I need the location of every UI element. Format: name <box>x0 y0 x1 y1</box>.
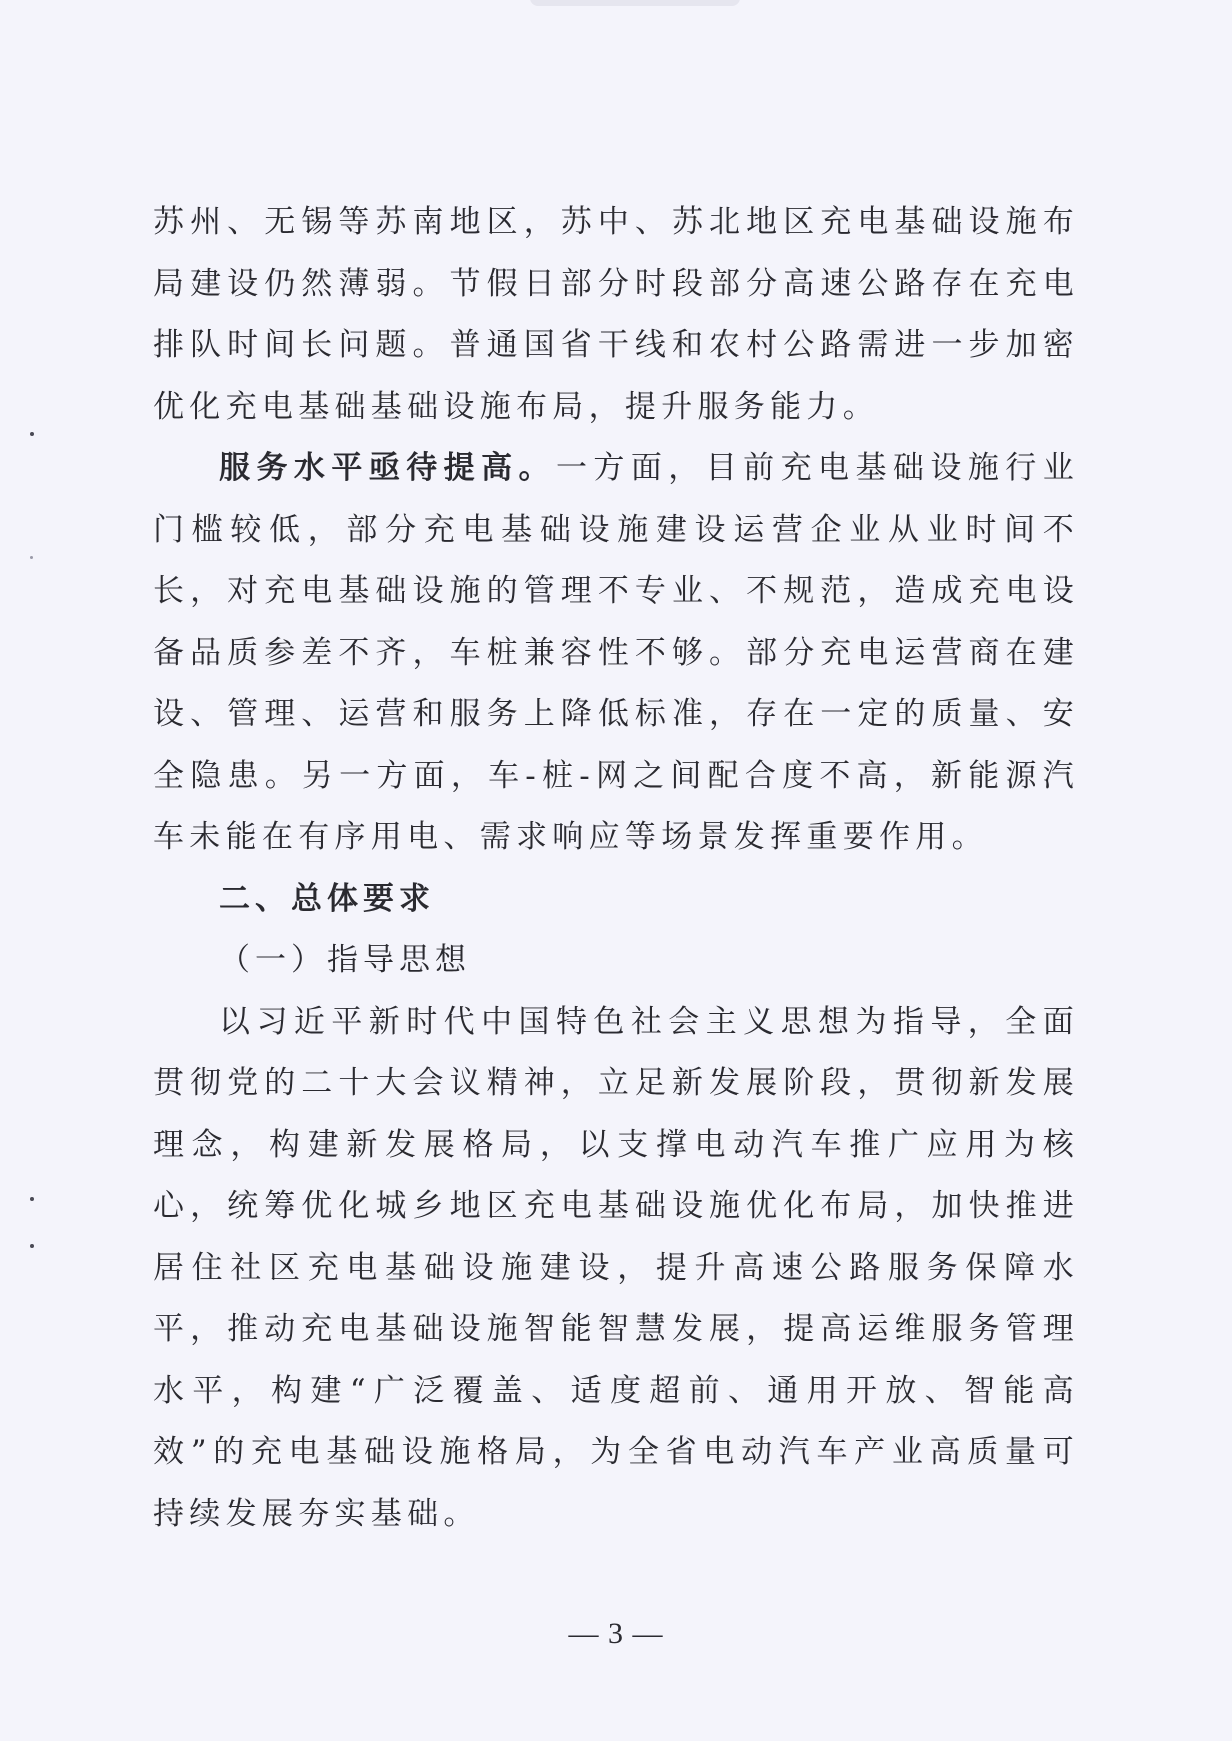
paragraph-service-level <box>153 438 1079 869</box>
margin-mark <box>30 1244 34 1248</box>
margin-mark <box>30 432 34 436</box>
margin-mark <box>30 1197 34 1201</box>
scan-artifact <box>530 0 740 6</box>
section-heading: 二、总体要求 <box>219 880 435 917</box>
body-text <box>153 192 1079 1545</box>
paragraph-guiding-thought: 以习近平新时代中国特色社会主义思想为指导，全面贯彻党的二十大会议精神，立足新发展阶段，贯彻新发展理念，构建新发展格局，以支撑电动汽车推广应用为核心，统筹优化城乡地区充电基础设施优化布局，加快推进居住社区充电基础设施建设，提升高速公路服务保障水平，推动充电基础设施智能智慧发展，提高运维服务管理水平，构建“广泛覆盖、适度超前、通用开放、智能高效”的充电基础设施格局，为全省电动汽车产业高质量可持续发展夯实基础。 <box>153 1003 1079 1532</box>
margin-mark <box>30 556 33 559</box>
subsection-heading: （一）指导思想 <box>219 942 471 978</box>
page-number: — 3 — <box>568 1617 664 1650</box>
paragraph-body: 一方面，目前充电基础设施行业门槛较低，部分充电基础设施建设运营企业从业时间不长，对充电基础设施的管理不专业、不规范，造成充电设备品质参差不齐，车桩兼容性不够。部分充电运营商在建设、管理、运营和服务上降低标准，存在一定的质量、安全隐患。另一方面，车-桩-网之间配合度不高，新能源汽车未能在有序用电、需求响应等场景发挥重要作用。 <box>153 450 1079 855</box>
paragraph-lead-bold: 服务水平亟待提高。 <box>219 450 556 486</box>
paragraph-regional-layout: 苏州、无锡等苏南地区，苏中、苏北地区充电基础设施布局建设仍然薄弱。节假日部分时段部分高速公路存在充电排队时间长问题。普通国省干线和农村公路需进一步加密优化充电基础基础设施布局，提升服务能力。 <box>153 204 1079 425</box>
